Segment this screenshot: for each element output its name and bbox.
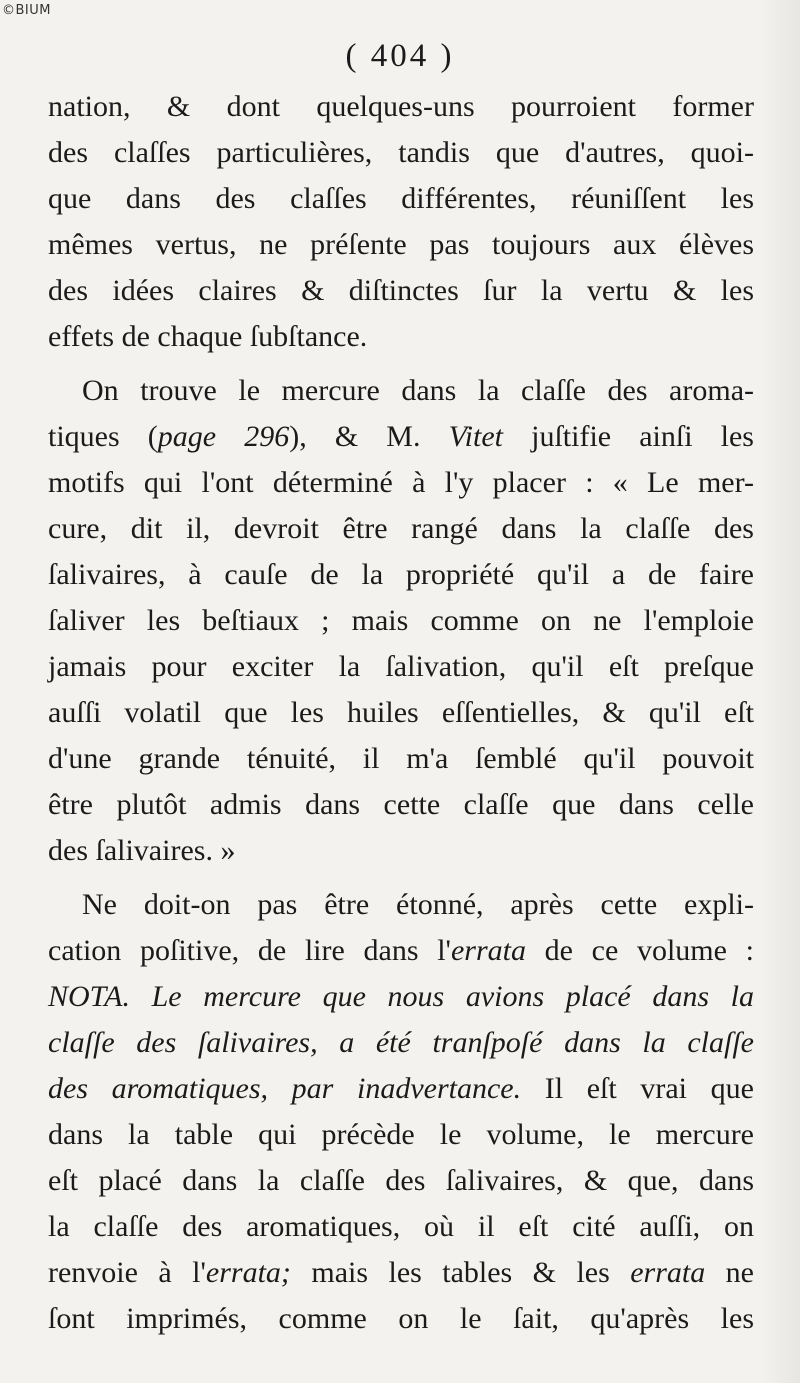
italic-text: claſſe des ſalivaires, a été tranſpoſé dans la claſſe: [48, 1026, 754, 1059]
text-line: [48, 1296, 754, 1342]
text-segment: auſſi volatil que les huiles eſſentielles, & qu'il eſt: [48, 696, 754, 729]
paragraph-gap: [48, 874, 754, 882]
text-segment: jamais pour exciter la ſalivation, qu'il eſt preſque: [48, 650, 754, 683]
text-line: [48, 974, 754, 1020]
text-line: [48, 782, 754, 828]
text-segment: être plutôt admis dans cette claſſe que dans celle: [48, 788, 754, 821]
text-segment: Il eſt vrai que: [521, 1072, 754, 1105]
page-body-text: [48, 84, 754, 1342]
text-segment: des ſalivaires. »: [48, 834, 236, 867]
text-line: [48, 1204, 754, 1250]
italic-text: errata;: [205, 1256, 291, 1289]
scan-edge-shadow: [760, 0, 800, 1383]
text-segment: d'une grande ténuité, il m'a ſemblé qu'il pouvoit: [48, 742, 754, 775]
text-segment: motifs qui l'ont déterminé à l'y placer : « Le mer-: [48, 466, 754, 499]
text-line: [48, 314, 754, 360]
italic-text: des aromatiques, par inadvertance.: [48, 1072, 522, 1105]
italic-text: errata: [630, 1256, 706, 1289]
text-segment: Ne doit-on pas être étonné, après cette expli-: [82, 888, 754, 921]
text-line: [48, 690, 754, 736]
text-segment: effets de chaque ſubſtance.: [48, 320, 368, 353]
text-segment: eſt placé dans la claſſe des ſalivaires, & que, dans: [48, 1164, 754, 1197]
text-segment: cure, dit il, devroit être rangé dans la claſſe des: [48, 512, 754, 545]
text-line: [48, 414, 754, 460]
text-line: [48, 736, 754, 782]
text-segment: la claſſe des aromatiques, où il eſt cité auſſi, on: [48, 1210, 754, 1243]
text-segment: mêmes vertus, ne préſente pas toujours aux élèves: [48, 228, 754, 261]
text-segment: de ce volume :: [525, 934, 754, 967]
text-line: [48, 84, 754, 130]
text-segment: des idées claires & diſtinctes ſur la vertu & les: [48, 274, 754, 307]
italic-text: NOTA. Le mercure que nous avions placé dans la: [48, 980, 754, 1013]
watermark-label: ©BIUM: [2, 3, 51, 18]
text-line: [48, 460, 754, 506]
text-line: [48, 222, 754, 268]
text-line: [48, 368, 754, 414]
text-line: [48, 176, 754, 222]
text-segment: juſtifie ainſi les: [503, 420, 754, 453]
text-segment: des claſſes particulières, tandis que d'autres, quoi-: [48, 136, 754, 169]
text-line: [48, 1158, 754, 1204]
text-line: [48, 882, 754, 928]
italic-text: page 296: [157, 420, 290, 453]
text-line: [48, 1066, 754, 1112]
text-line: [48, 928, 754, 974]
text-segment: ), & M.: [289, 420, 449, 453]
text-line: [48, 1250, 754, 1296]
text-segment: renvoie à l': [48, 1256, 206, 1289]
text-line: [48, 644, 754, 690]
text-segment: ſont imprimés, comme on le ſait, qu'après les: [48, 1302, 754, 1335]
text-line: [48, 552, 754, 598]
text-line: [48, 268, 754, 314]
text-line: [48, 506, 754, 552]
text-line: [48, 1020, 754, 1066]
text-line: [48, 828, 754, 874]
text-segment: nation, & dont quelques-uns pourroient former: [48, 90, 754, 123]
text-segment: dans la table qui précède le volume, le mercure: [48, 1118, 754, 1151]
text-segment: ſalivaires, à cauſe de la propriété qu'il a de faire: [48, 558, 754, 591]
text-line: [48, 598, 754, 644]
text-segment: ne: [705, 1256, 754, 1289]
italic-text: Vitet: [448, 420, 503, 453]
text-segment: On trouve le mercure dans la claſſe des aroma-: [82, 374, 754, 407]
italic-text: errata: [450, 934, 526, 967]
page-number: ( 404 ): [345, 38, 455, 74]
text-segment: tiques (: [48, 420, 158, 453]
paragraph-gap: [48, 360, 754, 368]
text-line: [48, 1112, 754, 1158]
text-segment: mais les tables & les: [290, 1256, 631, 1289]
text-segment: cation poſitive, de lire dans l': [48, 934, 451, 967]
text-segment: ſaliver les beſtiaux ; mais comme on ne l'emploie: [48, 604, 754, 637]
text-line: [48, 130, 754, 176]
text-segment: que dans des claſſes différentes, réuniſſent les: [48, 182, 754, 215]
